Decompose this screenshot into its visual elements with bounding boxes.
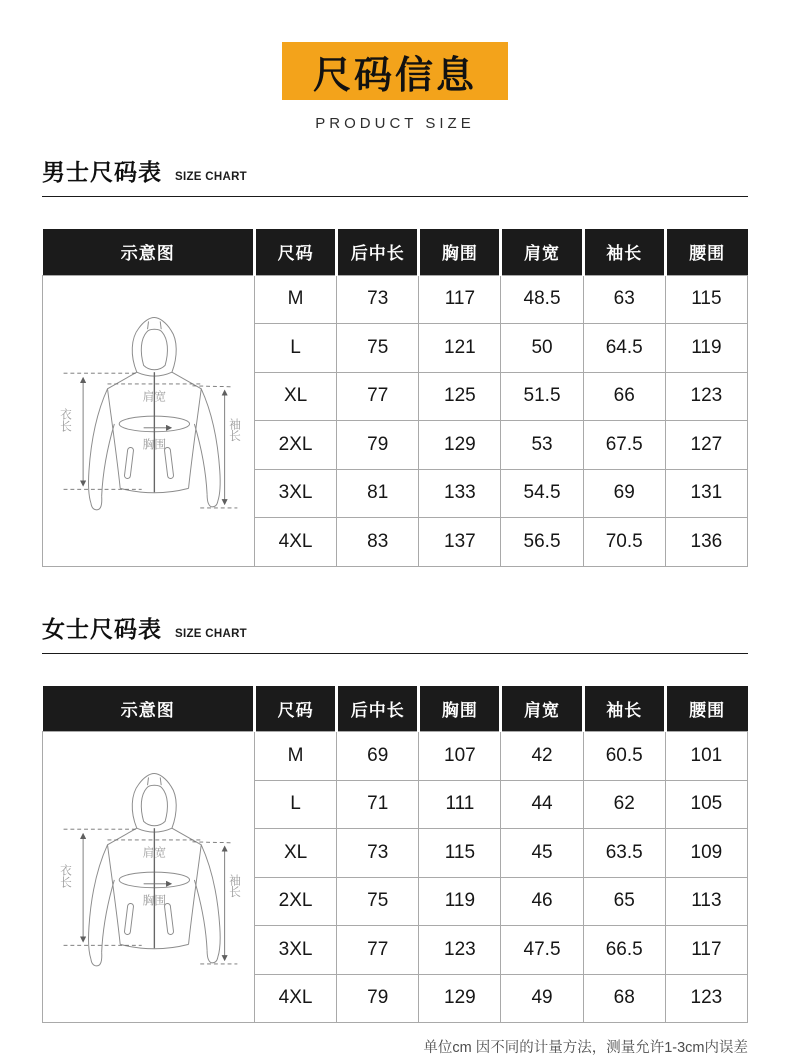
value-cell: 115 xyxy=(419,829,501,878)
value-cell: 113 xyxy=(665,877,747,926)
value-cell: 131 xyxy=(665,469,747,518)
size-cell: 3XL xyxy=(255,469,337,518)
value-cell: 63 xyxy=(583,275,665,324)
womens-size-table xyxy=(42,686,748,1024)
value-cell: 70.5 xyxy=(583,518,665,567)
jacket-diagram-cell xyxy=(43,732,255,1023)
value-cell: 115 xyxy=(665,275,747,324)
value-cell: 44 xyxy=(501,780,583,829)
value-cell: 129 xyxy=(419,421,501,470)
column-header-chest: 胸围 xyxy=(419,229,501,275)
size-cell: XL xyxy=(255,829,337,878)
value-cell: 77 xyxy=(337,926,419,975)
value-cell: 75 xyxy=(337,324,419,373)
value-cell: 50 xyxy=(501,324,583,373)
value-cell: 111 xyxy=(419,780,501,829)
value-cell: 75 xyxy=(337,877,419,926)
value-cell: 121 xyxy=(419,324,501,373)
value-cell: 68 xyxy=(583,974,665,1023)
table-header-row xyxy=(43,229,748,275)
value-cell: 119 xyxy=(419,877,501,926)
value-cell: 109 xyxy=(665,829,747,878)
value-cell: 60.5 xyxy=(583,732,665,781)
mens-section-subtitle: SIZE CHART xyxy=(175,171,247,183)
value-cell: 105 xyxy=(665,780,747,829)
womens-section-title: 女士尺码表 xyxy=(42,615,162,642)
value-cell: 136 xyxy=(665,518,747,567)
diagram-column-header: 示意图 xyxy=(43,229,255,275)
size-cell: M xyxy=(255,275,337,324)
column-header-sleeve: 袖长 xyxy=(583,686,665,732)
value-cell: 117 xyxy=(665,926,747,975)
shoulder-width-label: 肩宽 xyxy=(142,846,166,860)
value-cell: 42 xyxy=(501,732,583,781)
column-header-shoulder: 肩宽 xyxy=(501,686,583,732)
value-cell: 123 xyxy=(419,926,501,975)
column-header-size: 尺码 xyxy=(255,686,337,732)
page-subtitle: PRODUCT SIZE xyxy=(315,115,475,132)
value-cell: 64.5 xyxy=(583,324,665,373)
womens-section-subtitle: SIZE CHART xyxy=(175,627,247,640)
column-header-back-length: 后中长 xyxy=(337,686,419,732)
value-cell: 65 xyxy=(583,877,665,926)
value-cell: 51.5 xyxy=(501,372,583,421)
value-cell: 48.5 xyxy=(501,275,583,324)
column-header-waist: 腰围 xyxy=(665,229,747,275)
value-cell: 117 xyxy=(419,275,501,324)
garment-length-label: 衣长 xyxy=(58,407,72,432)
value-cell: 119 xyxy=(665,324,747,373)
banner xyxy=(282,42,508,100)
shoulder-width-label: 肩宽 xyxy=(142,389,166,403)
value-cell: 63.5 xyxy=(583,829,665,878)
value-cell: 56.5 xyxy=(501,518,583,567)
value-cell: 47.5 xyxy=(501,926,583,975)
value-cell: 53 xyxy=(501,421,583,470)
column-header-chest: 胸围 xyxy=(419,686,501,732)
value-cell: 101 xyxy=(665,732,747,781)
size-cell: 3XL xyxy=(255,926,337,975)
page-title: 尺码信息 xyxy=(312,54,477,97)
chest-girth-label: 胸围 xyxy=(142,437,166,451)
size-cell: 4XL xyxy=(255,974,337,1023)
value-cell: 69 xyxy=(337,732,419,781)
value-cell: 67.5 xyxy=(583,421,665,470)
size-cell: L xyxy=(255,324,337,373)
value-cell: 54.5 xyxy=(501,469,583,518)
value-cell: 69 xyxy=(583,469,665,518)
value-cell: 66 xyxy=(583,372,665,421)
header xyxy=(0,0,790,132)
column-header-waist: 腰围 xyxy=(665,686,747,732)
value-cell: 129 xyxy=(419,974,501,1023)
value-cell: 79 xyxy=(337,421,419,470)
value-cell: 73 xyxy=(337,275,419,324)
value-cell: 71 xyxy=(337,780,419,829)
value-cell: 125 xyxy=(419,372,501,421)
value-cell: 73 xyxy=(337,829,419,878)
value-cell: 123 xyxy=(665,372,747,421)
sleeve-length-label: 袖长 xyxy=(227,417,241,441)
womens-section-heading xyxy=(42,611,748,654)
womens-section xyxy=(42,611,748,1024)
garment-length-label: 衣长 xyxy=(58,864,72,888)
mens-section-title: 男士尺码表 xyxy=(42,159,162,185)
mens-section xyxy=(42,154,748,567)
column-header-sleeve: 袖长 xyxy=(583,229,665,275)
size-cell: XL xyxy=(255,372,337,421)
table-row xyxy=(43,732,748,781)
column-header-size: 尺码 xyxy=(255,229,337,275)
value-cell: 137 xyxy=(419,518,501,567)
value-cell: 79 xyxy=(337,974,419,1023)
sleeve-length-label: 袖长 xyxy=(227,874,241,898)
size-cell: L xyxy=(255,780,337,829)
diagram-column-header: 示意图 xyxy=(43,686,255,732)
size-cell: 4XL xyxy=(255,518,337,567)
value-cell: 66.5 xyxy=(583,926,665,975)
jacket-diagram-cell xyxy=(43,275,255,566)
value-cell: 83 xyxy=(337,518,419,567)
size-cell: 2XL xyxy=(255,421,337,470)
value-cell: 123 xyxy=(665,974,747,1023)
value-cell: 133 xyxy=(419,469,501,518)
mens-section-heading xyxy=(42,154,748,197)
value-cell: 62 xyxy=(583,780,665,829)
value-cell: 127 xyxy=(665,421,747,470)
measurement-disclaimer: 单位cm 因不同的计量方法，测量允许1-3cm内误差 xyxy=(423,1040,748,1056)
size-cell: 2XL xyxy=(255,877,337,926)
size-cell: M xyxy=(255,732,337,781)
table-row xyxy=(43,275,748,324)
column-header-back-length: 后中长 xyxy=(337,229,419,275)
table-header-row xyxy=(43,686,748,732)
jacket-diagram xyxy=(46,733,252,1021)
mens-size-table xyxy=(42,229,748,567)
chest-girth-label: 胸围 xyxy=(142,894,166,908)
value-cell: 46 xyxy=(501,877,583,926)
value-cell: 77 xyxy=(337,372,419,421)
value-cell: 49 xyxy=(501,974,583,1023)
value-cell: 81 xyxy=(337,469,419,518)
jacket-diagram xyxy=(46,277,252,565)
value-cell: 107 xyxy=(419,732,501,781)
column-header-shoulder: 肩宽 xyxy=(501,229,583,275)
value-cell: 45 xyxy=(501,829,583,878)
